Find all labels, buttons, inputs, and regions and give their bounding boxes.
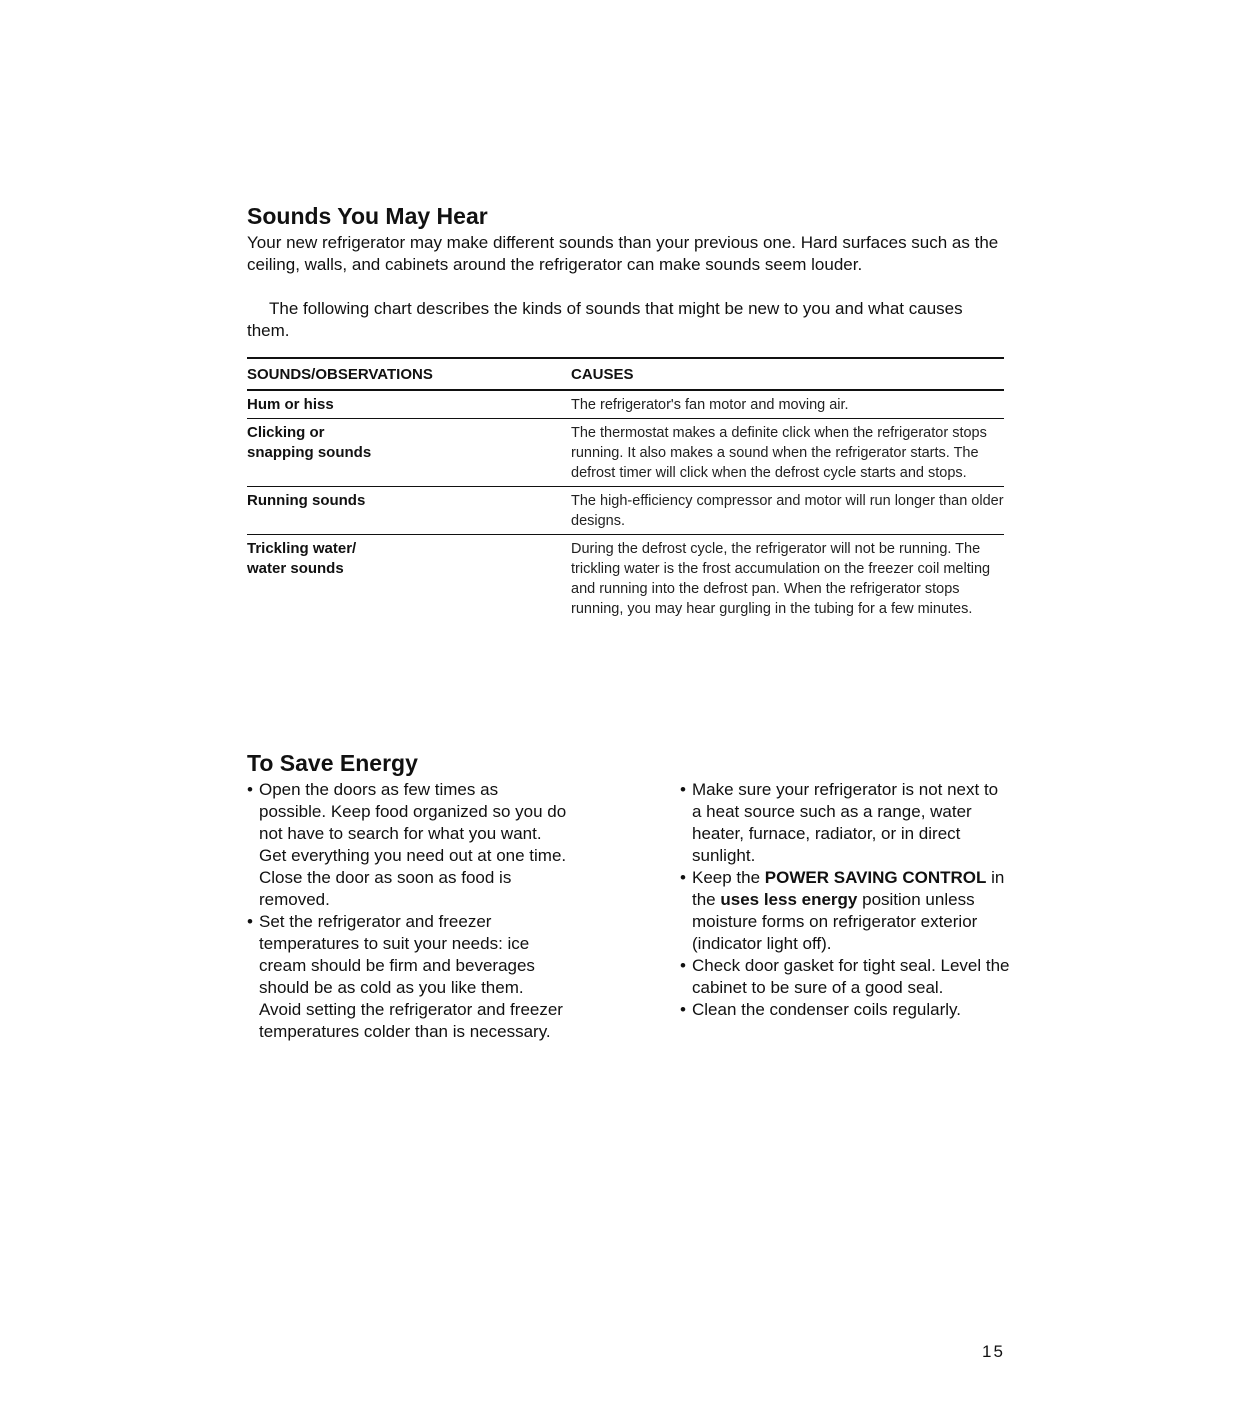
cause-cell: During the defrost cycle, the refrigerator will not be running. The trickling water is the frost accumulation on the freezer coil melting and running into the defrost pan. When the refrigerator stops running, you may hear gurgling in the tubing for a few minutes. bbox=[571, 541, 991, 617]
list-item bbox=[247, 911, 567, 1043]
cause-cell: The refrigerator's fan motor and moving air. bbox=[571, 397, 849, 413]
tip-text-part: in the bbox=[692, 868, 1005, 909]
energy-tips-left-list bbox=[247, 779, 567, 1043]
power-saving-control-label: POWER SAVING CONTROL bbox=[764, 868, 987, 887]
sounds-intro-paragraph: Your new refrigerator may make different sounds than your previous one. Hard surfaces such as the ceiling, walls, and cabinets around the refrigerator can make sounds seem louder. bbox=[247, 233, 999, 274]
energy-tips-right-list bbox=[680, 779, 1010, 1021]
bullet: • bbox=[680, 780, 686, 799]
list-item bbox=[680, 955, 1010, 999]
sounds-section-title: Sounds You May Hear bbox=[247, 203, 488, 229]
table-row bbox=[247, 535, 1004, 623]
list-item bbox=[680, 999, 1010, 1021]
chart-intro-paragraph: The following chart describes the kinds of sounds that might be new to you and what causes them. bbox=[247, 299, 963, 340]
tip-text: Open the doors as few times as possible. Keep food organized so you do not have to search for what you want. Get everything you need out at one time. Close the door as soon as food is removed. bbox=[259, 780, 567, 909]
header-sounds-observations: SOUNDS/OBSERVATIONS bbox=[247, 366, 433, 383]
sounds-causes-table bbox=[247, 357, 1004, 622]
tip-text-part: Keep the bbox=[692, 868, 765, 887]
list-item bbox=[247, 779, 567, 911]
sound-cell: Hum or hiss bbox=[247, 396, 334, 413]
bullet: • bbox=[247, 780, 253, 799]
tip-text: Make sure your refrigerator is not next to a heat source such as a range, water heater, furnace, radiator, or in direct sunlight. bbox=[692, 780, 999, 865]
table-header-row bbox=[247, 358, 1004, 390]
table-row bbox=[247, 487, 1004, 535]
list-item bbox=[680, 779, 1010, 867]
tip-text: Set the refrigerator and freezer temperatures to suit your needs: ice cream should be firm and beverages should be as cold as you like them. Avoid setting the refrigerator and freezer temperatures colder than is necessary. bbox=[259, 912, 563, 1041]
tip-text: Clean the condenser coils regularly. bbox=[692, 1000, 961, 1019]
page-number: 15 bbox=[982, 1342, 1005, 1361]
cause-cell: The high-efficiency compressor and motor will run longer than older designs. bbox=[571, 493, 1004, 529]
list-item bbox=[680, 867, 1010, 955]
energy-section-title: To Save Energy bbox=[247, 750, 418, 776]
sound-cell: Clicking or snapping sounds bbox=[247, 424, 372, 461]
table-row bbox=[247, 390, 1004, 419]
uses-less-energy-label: uses less energy bbox=[720, 890, 858, 909]
bullet: • bbox=[680, 868, 686, 887]
cause-cell: The thermostat makes a definite click when the refrigerator stops running. It also makes a sound when the refrigerator starts. The defrost timer will click when the defrost cycle starts and stops. bbox=[571, 425, 987, 481]
bullet: • bbox=[680, 956, 686, 975]
sound-cell: Trickling water/ water sounds bbox=[247, 540, 357, 577]
tip-text-power-saving bbox=[692, 868, 1004, 953]
bullet: • bbox=[247, 912, 253, 931]
tip-text-part: position unless moisture forms on refrigerator exterior (indicator light off). bbox=[692, 890, 978, 953]
sound-cell: Running sounds bbox=[247, 492, 366, 509]
bullet: • bbox=[680, 1000, 686, 1019]
header-causes: CAUSES bbox=[571, 366, 634, 383]
table-row bbox=[247, 419, 1004, 487]
tip-text: Check door gasket for tight seal. Level the cabinet to be sure of a good seal. bbox=[692, 956, 1010, 997]
